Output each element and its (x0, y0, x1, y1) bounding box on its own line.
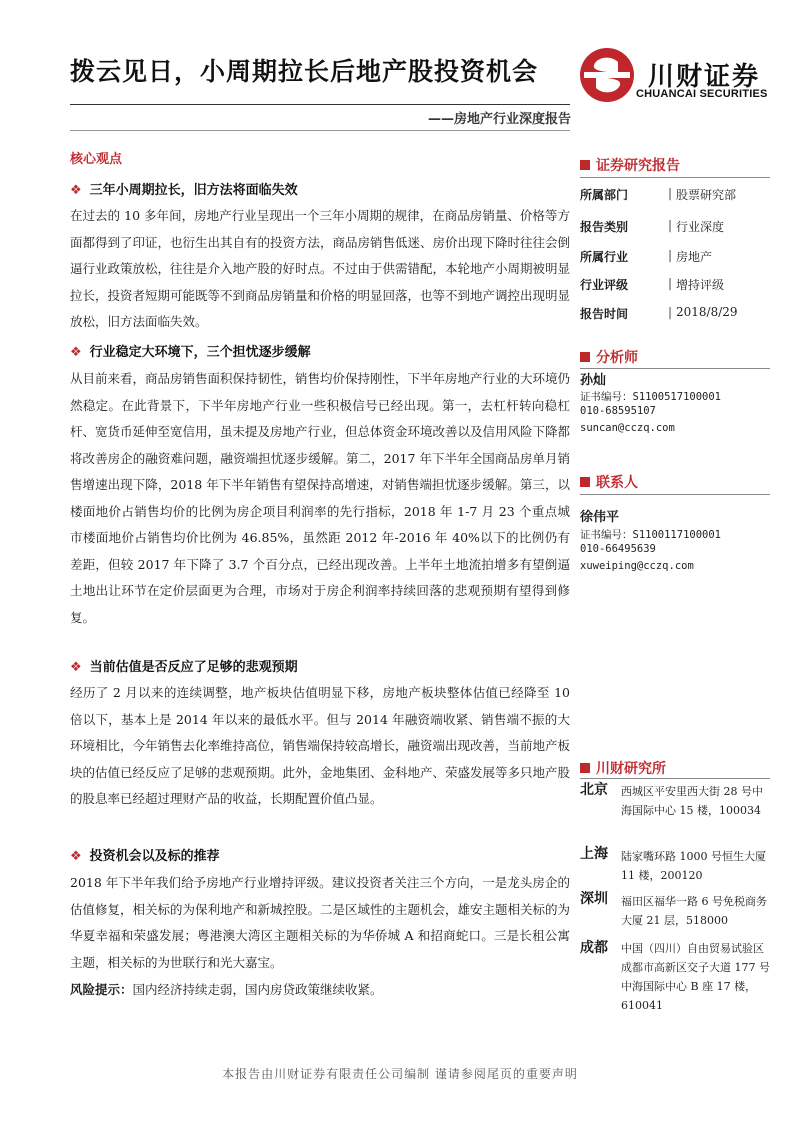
diamond-bullet-icon: ❖ (70, 183, 82, 198)
footer-disclaimer: 本报告由川财证券有限责任公司编制 谨请参阅尾页的重要声明 (222, 1067, 578, 1081)
contact-name: 徐伟平 (580, 510, 620, 525)
section-heading-4: ❖ 投资机会以及标的推荐 (70, 849, 220, 864)
diamond-bullet-icon: ❖ (70, 849, 82, 864)
office-city-beijing: 北京 (580, 782, 608, 798)
office-address-shenzhen: 福田区福华一路 6 号免税商务大厦 21 层，518000 (621, 895, 767, 927)
risk-warning (70, 980, 383, 998)
section-body-1: 在过去的 10 多年间，房地产行业呈现出一个三年小周期的规律，在商品房销量、价格等方面都得到了印证，也衍生出其自有的投资方法，商品房销售低迷、房价出现下降时往往会倒逼行业政策放松，往往是介入地产股的好时点。不过由于供需错配，本轮地产小周期被明显拉长，投资者短期可能既等不到商品房销量和价格的明显回落，也等不到地产调控出现明显放松，旧方法面临失效。 (70, 208, 571, 329)
header-divider (70, 104, 570, 105)
logo-english-name: CHUANCAI SECURITIES (636, 88, 768, 100)
office-address-chengdu: 中国（四川）自由贸易试验区成都市高新区交子大道 177 号中海国际中心 B 座 17 楼，610041 (621, 942, 770, 1012)
institute-heading: 川财研究所 (580, 758, 666, 778)
analyst-cert: 证书编号：S1100517100001 (580, 391, 722, 403)
office-city-shanghai: 上海 (580, 846, 608, 862)
sidebar-divider (580, 368, 770, 369)
office-address-shanghai: 陆家嘴环路 1000 号恒生大厦 11 楼，200120 (621, 850, 766, 882)
contact-heading: 联系人 (580, 472, 638, 492)
analyst-name: 孙灿 (580, 373, 607, 388)
contact-cert: 证书编号：S1100117100001 (580, 529, 722, 541)
analyst-email[interactable]: suncan@cczq.com (580, 422, 675, 434)
office-city-shenzhen: 深圳 (580, 891, 608, 907)
sidebar-divider (580, 177, 770, 178)
section-heading-1: ❖ 三年小周期拉长，旧方法将面临失效 (70, 183, 298, 198)
red-square-icon (580, 352, 590, 362)
office-address-beijing: 西城区平安里西大街 28 号中海国际中心 15 楼，100034 (621, 785, 763, 817)
analyst-heading: 分析师 (580, 347, 638, 367)
report-heading: 证券研究报告 (580, 155, 680, 175)
risk-label: 风险提示： (70, 982, 133, 997)
red-square-icon (580, 160, 590, 170)
sidebar-divider (580, 778, 770, 779)
sidebar-divider (580, 494, 770, 495)
diamond-bullet-icon: ❖ (70, 660, 82, 675)
contact-email[interactable]: xuweiping@cczq.com (580, 560, 694, 572)
report-title: 拨云见日，小周期拉长后地产股投资机会 (70, 57, 539, 86)
risk-text: 国内经济持续走弱，国内房贷政策继续收紧。 (132, 982, 383, 997)
contact-phone: 010-66495639 (580, 543, 656, 555)
diamond-bullet-icon: ❖ (70, 345, 82, 360)
chuancai-logo-icon (578, 46, 636, 104)
section-body-4: 2018 年下半年我们给予房地产行业增持评级。建议投资者关注三个方向，一是龙头房企的估值修复，相关标的为保利地产和新城控股。二是区域性的主题机会，雄安主题相关标的为华夏幸福和荣盛发展；粤港澳大湾区主题相关标的为华侨城 A 和招商蛇口。三是长租公寓主题，相关标的为世联行和光大嘉宝。 (70, 875, 571, 970)
core-views-label: 核心观点 (70, 152, 123, 167)
section-body-2: 从目前来看，商品房销售面积保持韧性，销售均价保持刚性，下半年房地产行业的大环境仍然稳定。在此背景下，下半年房地产行业一些积极信号已经出现。第一，去杠杆转向稳杠杆、宽货币延伸至宽信用，虽未提及房地产行业，但总体资金环境改善以及信用风险下降都将改善房企的融资难问题，融资端担忧逐步缓解。第二，2017 年下半年全国商品房单月销售增速出现下降，2018 年下半年销售有望保持高增速，对销售端担忧逐步缓解。第三，以楼面地价占销售均价的比例为房企项目利润率的先行指标，2018 年 1-7 月 23 个重点城市楼面地价占销售均价比例为 46.85%，虽然距 2012 年-2016 年 40%以下的比例仍有差距，但较 2017 年下降了 3.7 个百分点，已经出现改善。上半年土地流拍增多有望倒逼土地出让环节在定价层面更为合理，市场对于房企利润率持续回落的悲观预期有望得到修复。 (70, 371, 571, 625)
analyst-phone: 010-68595107 (580, 405, 656, 417)
section-heading-3: ❖ 当前估值是否反应了足够的悲观预期 (70, 660, 298, 675)
section-body-3: 经历了 2 月以来的连续调整，地产板块估值明显下移，房地产板块整体估值已经降至 10 倍以下，基本上是 2014 年以来的最低水平。但与 2014 年融资端收紧、销售端不振的大环境相比，今年销售去化率维持高位，销售端保持较高增长，融资端出现改善，当前地产板块的估值已经反应了足够的悲观预期。此外，金地集团、金科地产、荣盛发展等多只地产股的股息率已经超过理财产品的收益，长期配置价值凸显。 (70, 685, 571, 806)
red-square-icon (580, 477, 590, 487)
red-square-icon (580, 763, 590, 773)
office-city-chengdu: 成都 (580, 940, 608, 956)
section-heading-2: ❖ 行业稳定大环境下，三个担忧逐步缓解 (70, 345, 311, 360)
report-subtitle: ——房地产行业深度报告 (428, 112, 572, 127)
subtitle-divider (70, 130, 570, 131)
logo-name: 川财证券 (648, 62, 761, 92)
